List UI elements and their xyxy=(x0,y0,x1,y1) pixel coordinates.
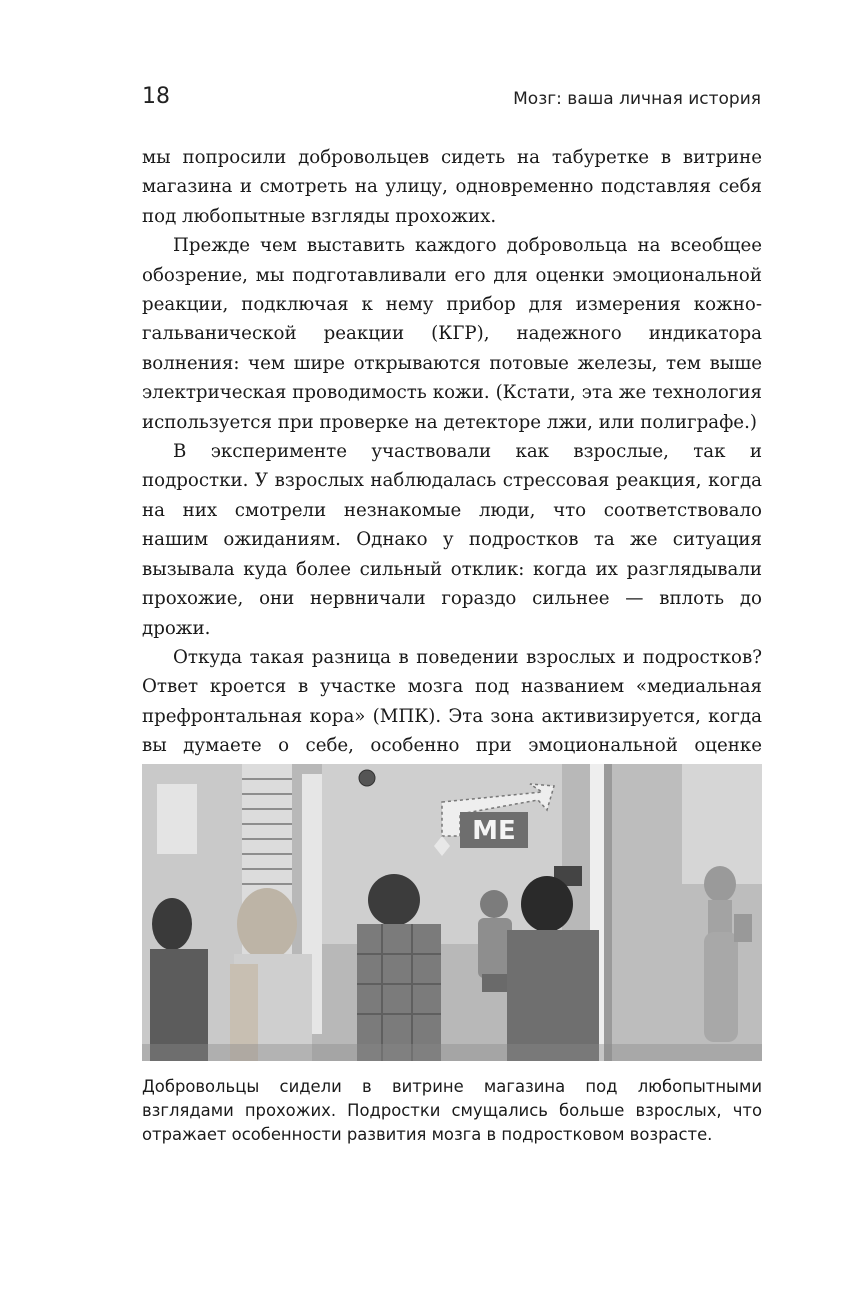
paragraph-3: В эксперименте участвовали как взрослые, так и подростки. У взрослых наблюдалась стрессовая реакция, когда на них смотрели незнакомые люди, что соответствовало нашим ожиданиям. Однако у подростков та же ситуация вызывала куда более сильный отклик: когда их разглядывали прохожие, они нервничали гораздо сильнее — вплоть до дрожи. xyxy=(142,441,762,639)
paragraph-4: Откуда такая разница в поведении взрослых и подростков? Ответ кроется в участке мозга под названием «медиальная префронтальная кора» (МПК). Эта зона активизируется, когда вы думаете о себе, особенно при эмоциональной оценке xyxy=(142,646,762,757)
figure-caption: Добровольцы сидели в витрине магазина под любопытными взглядами прохожих. Подростки смущались больше взрослых, что отражает особенности развития мозга в подростковом возрасте. xyxy=(142,1077,762,1144)
clock-icon xyxy=(359,770,375,786)
sign-text: ME xyxy=(472,816,516,846)
body-text xyxy=(142,143,762,819)
running-title: Мозг: ваша личная история xyxy=(513,89,761,109)
paragraph-2: Прежде чем выставить каждого добровольца на всеобщее обозрение, мы подготавливали его для оценки эмоциональной реакции, подключая к нему прибор для измерения кожно-гальванической реакции (КГР), надежного индикатора волнения: чем шире открываются потовые железы, тем выше электрическая проводимость кожи. (Кстати, эта же технология используется при проверке на детекторе лжи, или полиграфе.) xyxy=(142,235,762,433)
paragraph-1: мы попросили добровольцев сидеть на табуретке в витрине магазина и смотреть на улицу, одновременно подставляя себя под любопытные взгляды прохожих. xyxy=(142,147,762,227)
storefront-photo xyxy=(142,764,762,1061)
page-number: 18 xyxy=(142,84,170,109)
